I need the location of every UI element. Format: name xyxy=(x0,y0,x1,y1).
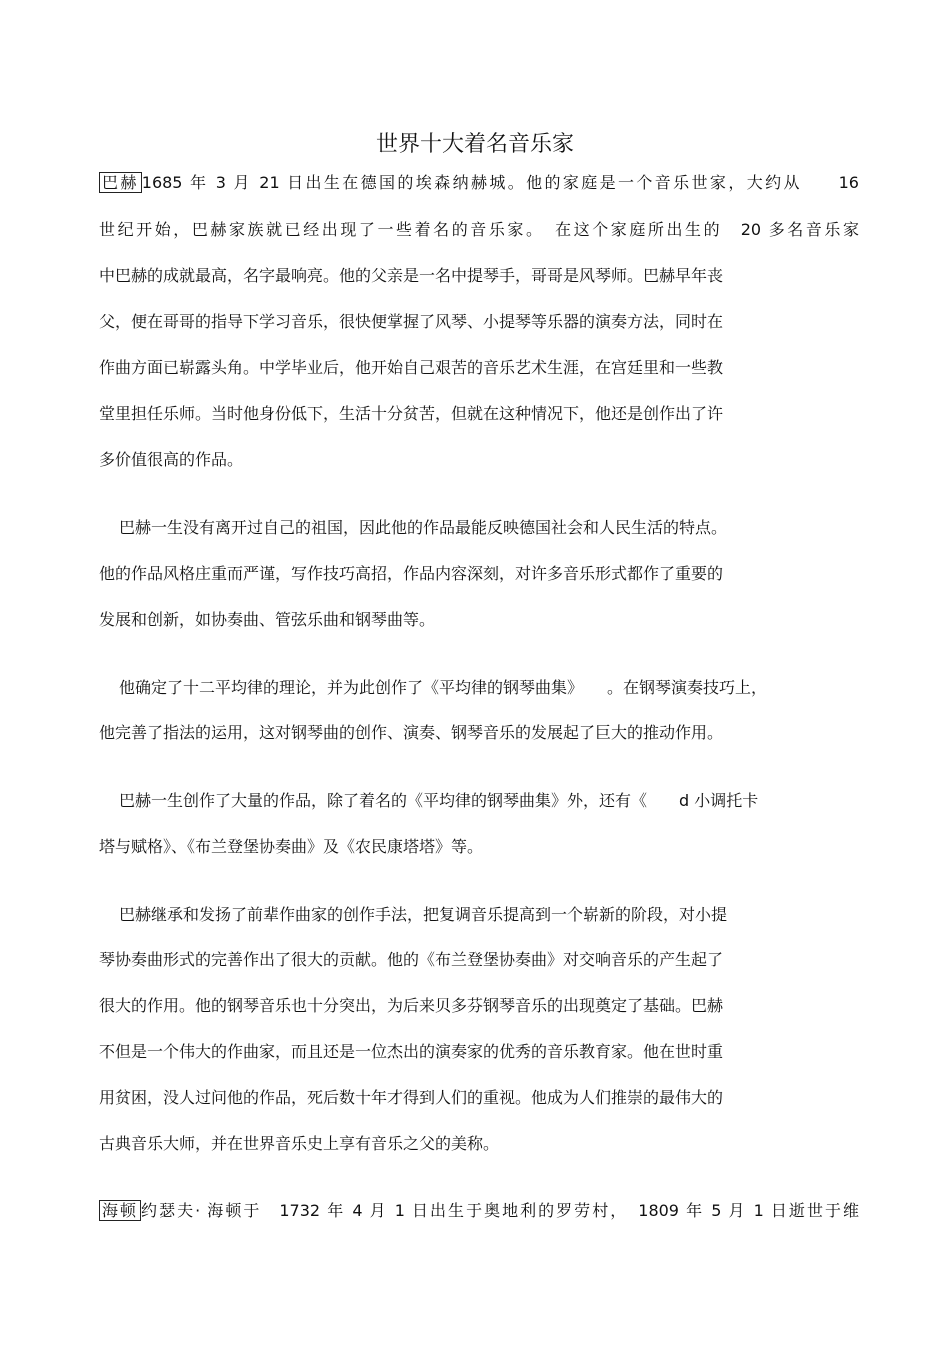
page-title: 世界十大着名音乐家 xyxy=(375,132,574,157)
paragraph-6-line-1: 海顿 约瑟夫· 海顿于 1732 年 4 月 1 日出生于奥地利的罗劳村， 1809 年 5 月 1 日逝世于维 xyxy=(99,1200,859,1222)
paragraph-2-line-3: 发展和创新，如协奏曲、管弦乐曲和钢琴曲等。 xyxy=(99,610,436,629)
paragraph-1-line-7: 多价值很高的作品。 xyxy=(99,450,244,469)
paragraph-5-line-1: 巴赫继承和发扬了前辈作曲家的创作手法，把复调音乐提高到一个崭新的阶段，对小提 xyxy=(119,905,728,924)
paragraph-1-line-5: 作曲方面已崭露头角。中学毕业后，他开始自己艰苦的音乐艺术生涯，在宫廷里和一些教 xyxy=(99,358,724,377)
paragraph-5-line-5: 用贫困，没人过问他的作品，死后数十年才得到人们的重视。他成为人们推崇的最伟大的 xyxy=(99,1088,724,1107)
paragraph-1-line-1: 巴赫 1685 年 3 月 21 日出生在德国的埃森纳赫城。他的家庭是一个音乐世家，大约从 16 xyxy=(99,172,859,194)
paragraph-3-line-1: 他确定了十二平均律的理论，并为此创作了《平均律的钢琴曲集》 。在钢琴演奏技巧上， xyxy=(119,678,768,697)
paragraph-1-line-2: 世纪开始，巴赫家族就已经出现了一些着名的音乐家。 在这个家庭所出生的 20 多名音乐家 xyxy=(99,220,859,239)
paragraph-3-line-2: 他完善了指法的运用，这对钢琴曲的创作、演奏、钢琴音乐的发展起了巨大的推动作用。 xyxy=(99,723,724,742)
paragraph-1-line-4: 父，便在哥哥的指导下学习音乐，很快便掌握了风琴、小提琴等乐器的演奏方法，同时在 xyxy=(99,312,724,331)
boxed-name-bach: 巴赫 xyxy=(99,172,142,193)
paragraph-1-line-6: 堂里担任乐师。当时他身份低下，生活十分贫苦，但就在这种情况下，他还是创作出了许 xyxy=(99,404,724,423)
paragraph-5-line-4: 不但是一个伟大的作曲家，而且还是一位杰出的演奏家的优秀的音乐教育家。他在世时重 xyxy=(99,1042,724,1061)
paragraph-1-line-3: 中巴赫的成就最高，名字最响亮。他的父亲是一名中提琴手，哥哥是风琴师。巴赫早年丧 xyxy=(99,266,724,285)
boxed-name-haydn: 海顿 xyxy=(99,1200,141,1221)
paragraph-5-line-2: 琴协奏曲形式的完善作出了很大的贡献。他的《布兰登堡协奏曲》对交响音乐的产生起了 xyxy=(99,950,724,969)
paragraph-5-line-3: 很大的作用。他的钢琴音乐也十分突出，为后来贝多芬钢琴音乐的出现奠定了基础。巴赫 xyxy=(99,996,724,1015)
paragraph-2-line-2: 他的作品风格庄重而严谨，写作技巧高招，作品内容深刻，对许多音乐形式都作了重要的 xyxy=(99,564,724,583)
paragraph-4-line-1: 巴赫一生创作了大量的作品，除了着名的《平均律的钢琴曲集》外，还有《 d 小调托卡 xyxy=(119,791,759,810)
paragraph-2-line-1: 巴赫一生没有离开过自己的祖国，因此他的作品最能反映德国社会和人民生活的特点。 xyxy=(119,518,728,537)
paragraph-4-line-2: 塔与赋格》、《布兰登堡协奏曲》及《农民康塔塔》等。 xyxy=(99,837,484,856)
paragraph-5-line-6: 古典音乐大师，并在世界音乐史上享有音乐之父的美称。 xyxy=(99,1134,500,1153)
